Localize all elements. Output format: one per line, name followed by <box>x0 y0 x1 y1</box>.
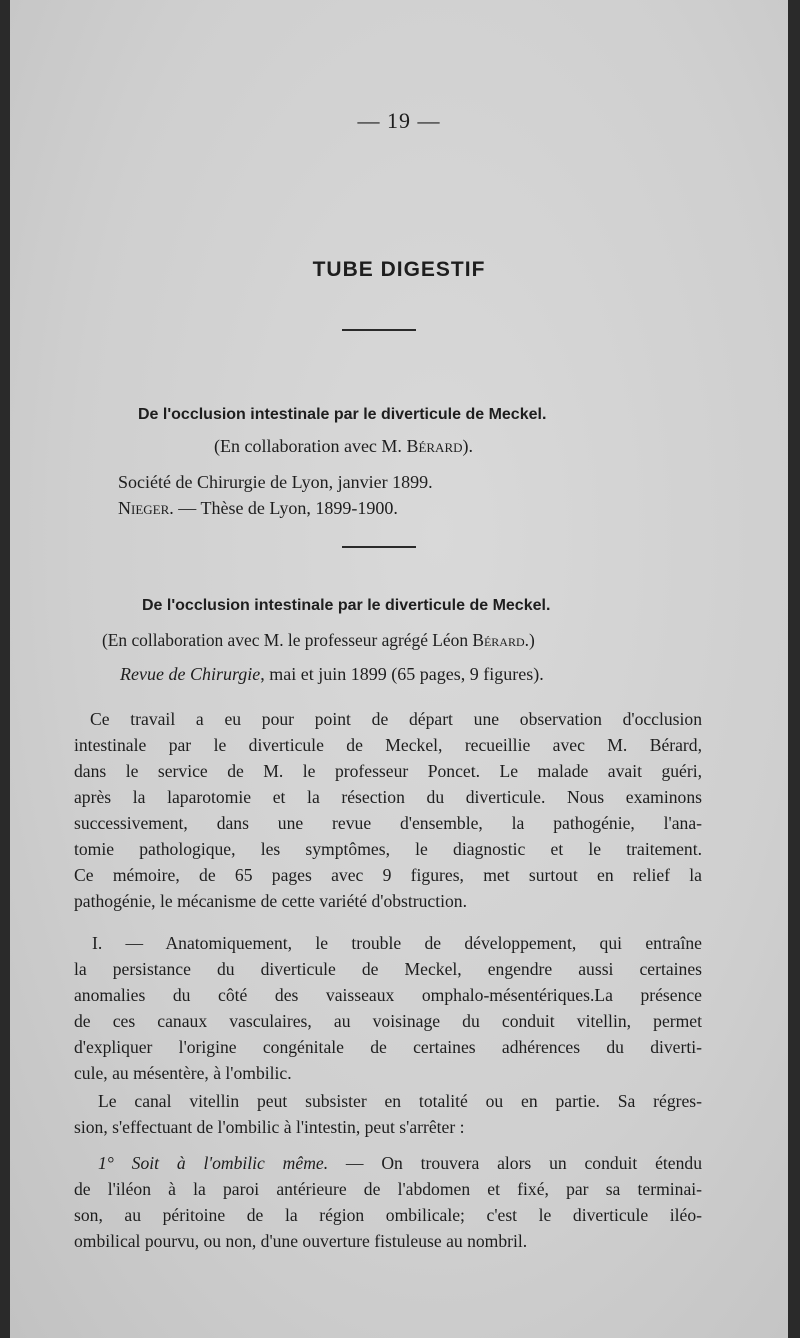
entry2-collab-suffix: .) <box>524 630 535 650</box>
entry1-source2: . — Thèse de Lyon, 1899-1900. <box>169 498 398 518</box>
paragraph-italic-lead: 1° Soit à l'ombilic même. <box>98 1153 329 1173</box>
entry1-collab-prefix: (En collaboration avec M. <box>214 436 407 456</box>
divider-rule <box>342 546 416 548</box>
entry1-title: De l'occlusion intestinale par le diverticule de Meckel. <box>138 406 547 423</box>
entry1-collab-suffix: ). <box>462 436 474 456</box>
entry2-journal-info: , mai et juin 1899 (65 pages, 9 figures). <box>260 664 544 684</box>
paragraph-line: tomie pathologique, les symptômes, le diagnostic et le traitement. <box>74 839 702 859</box>
entry2-journal-line <box>120 664 544 685</box>
paragraph-line: après la laparotomie et la résection du diverticule. Nous examinons <box>74 787 702 807</box>
paragraph-line: ombilical pourvu, ou non, d'une ouverture fistuleuse au nombril. <box>74 1231 528 1251</box>
entry1-collab-name: Bérard <box>406 436 463 456</box>
entry1-collaboration <box>214 436 473 457</box>
paragraph-line: dans le service de M. le professeur Poncet. Le malade avait guéri, <box>74 761 702 781</box>
paragraph-line: sion, s'effectuant de l'ombilic à l'intestin, peut s'arrêter : <box>74 1117 465 1137</box>
paragraph-line: I. — Anatomiquement, le trouble de développement, qui entraîne <box>92 933 702 953</box>
entry2-collaboration <box>102 630 535 651</box>
paragraph-line: intestinale par le diverticule de Meckel, recueillie avec M. Bérard, <box>74 735 702 755</box>
page-number: — 19 — <box>357 108 441 133</box>
paragraph-line: Ce travail a eu pour point de départ une observation d'occlusion <box>90 709 702 729</box>
entry2-title: De l'occlusion intestinale par le diverticule de Meckel. <box>142 597 551 614</box>
paragraph-line: Le canal vitellin peut subsister en totalité ou en partie. Sa régres- <box>98 1091 702 1111</box>
entry1-author: Nieger <box>118 498 170 518</box>
paragraph-line: la persistance du diverticule de Meckel, engendre aussi certaines <box>74 959 702 979</box>
paragraph-line: Ce mémoire, de 65 pages avec 9 figures, met surtout en relief la <box>74 865 702 885</box>
paragraph-line: anomalies du côté des vaisseaux omphalo-mésentériques.La présence <box>74 985 702 1005</box>
paragraph-line: de ces canaux vasculaires, au voisinage du conduit vitellin, permet <box>74 1011 702 1031</box>
paragraph-lead-rest: — On trouvera alors un conduit étendu <box>328 1153 702 1173</box>
paragraph-line: d'expliquer l'origine congénitale de certaines adhérences du diverti- <box>74 1037 702 1057</box>
paragraph-line: de l'iléon à la paroi antérieure de l'abdomen et fixé, par sa terminai- <box>74 1179 702 1199</box>
section-title: TUBE DIGESTIF <box>312 258 486 281</box>
paragraph-line: successivement, dans une revue d'ensemble, la pathogénie, l'ana- <box>74 813 702 833</box>
paragraph-line: pathogénie, le mécanisme de cette variété d'obstruction. <box>74 891 468 911</box>
entry2-collab-prefix: (En collaboration avec M. le professeur agrégé Léon <box>102 630 473 650</box>
entry2-collab-name: Bérard <box>472 630 525 650</box>
entry2-journal: Revue de Chirurgie <box>120 664 261 684</box>
document-page <box>10 0 788 1338</box>
paragraph-line <box>98 1150 702 1176</box>
divider-rule <box>342 329 416 331</box>
entry1-source-society: Société de Chirurgie de Lyon, janvier 1899. <box>118 472 433 492</box>
paragraph-line: cule, au mésentère, à l'ombilic. <box>74 1063 292 1083</box>
paragraph-line: son, au péritoine de la région ombilicale; c'est le diverticule iléo- <box>74 1205 702 1225</box>
entry1-source-thesis <box>118 498 398 519</box>
